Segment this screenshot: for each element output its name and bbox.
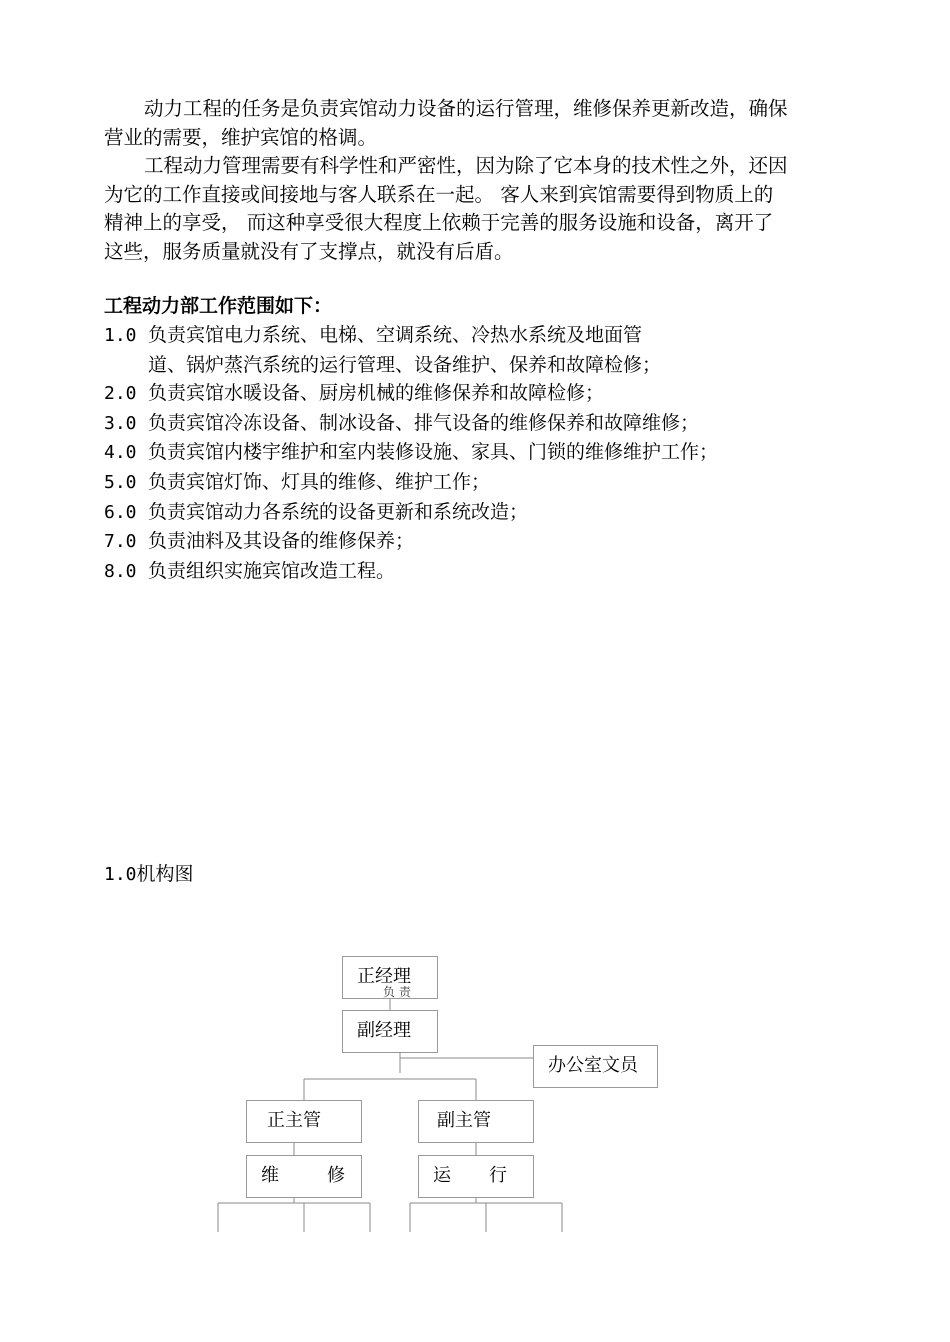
org-section-label: 机构图 [136, 863, 194, 885]
org-box-label: 正经理 [357, 966, 411, 987]
org-box-label-left: 运 [433, 1165, 451, 1186]
list-item-text: 负责组织实施宾馆改造工程。 [148, 559, 396, 582]
org-box-maintenance [246, 1155, 362, 1198]
org-section-number: 1.0 [104, 864, 137, 885]
list-item-number: 8.0 [104, 560, 137, 582]
list-item-text: 负责宾馆冷冻设备、制冰设备、排气设备的维修保养和故障维修； [148, 411, 700, 434]
para2-line-2: 为它的工作直接或间接地与客人联系在一起。 客人来到宾馆需要得到物质上的 [104, 182, 774, 206]
list-item-number: 3.0 [104, 412, 137, 434]
para1-line-1: 动力工程的任务是负责宾馆动力设备的运行管理，维修保养更新改造，确保 [144, 97, 788, 120]
org-box-operation [418, 1155, 534, 1198]
list-item-text: 负责宾馆内楼宇维护和室内装修设施、家具、门锁的维修维护工作； [148, 441, 719, 464]
para2-line-1: 工程动力管理需要有科学性和严密性，因为除了它本身的技术性之外，还因 [144, 154, 788, 177]
org-box-label-right: 行 [489, 1165, 507, 1186]
org-box-label: 副主管 [437, 1110, 491, 1131]
list-item-text: 负责宾馆灯饰、灯具的维修、维护工作； [148, 470, 491, 493]
org-box-label: 正主管 [267, 1110, 321, 1131]
org-box-label-left: 维 [261, 1165, 279, 1186]
list-item-text: 负责宾馆电力系统、电梯、空调系统、冷热水系统及地面管 [148, 324, 643, 346]
para1-line-2: 营业的需要，维护宾馆的格调。 [104, 125, 378, 149]
para2-line-4: 这些，服务质量就没有了支撑点，就没有后盾。 [104, 239, 514, 263]
list-item-number: 6.0 [104, 501, 137, 523]
list-item-number: 7.0 [104, 531, 137, 553]
org-box-label: 办公室文员 [548, 1055, 638, 1076]
org-box-label-right: 修 [327, 1165, 345, 1186]
org-box-general-manager [342, 956, 438, 999]
list-item-continuation: 道、锅炉蒸汽系统的运行管理、设备维护、保养和故障检修； [148, 353, 662, 376]
list-item-number: 5.0 [104, 471, 137, 493]
para2-line-3: 精神上的享受， 而这种享受很大程度上依赖于完善的服务设施和设备，离开了 [104, 211, 774, 234]
list-item-text: 负责宾馆水暖设备、厨房机械的维修保养和故障检修； [148, 382, 605, 405]
list-item-text: 负责油料及其设备的维修保养； [148, 530, 415, 553]
org-box-supervisor [246, 1100, 362, 1143]
list-item-number: 1.0 [104, 325, 137, 346]
list-item-number: 4.0 [104, 442, 137, 464]
org-box-overlap-text: 负 责 [383, 985, 411, 999]
org-box-deputy-supervisor [418, 1100, 534, 1143]
org-box-office-clerk [533, 1045, 658, 1088]
list-item-text: 负责宾馆动力各系统的设备更新和系统改造； [148, 500, 529, 523]
scope-heading: 工程动力部工作范围如下： [104, 295, 333, 317]
list-item-number: 2.0 [104, 383, 137, 405]
org-box-label: 副经理 [357, 1020, 411, 1041]
org-box-deputy-manager [342, 1010, 438, 1053]
